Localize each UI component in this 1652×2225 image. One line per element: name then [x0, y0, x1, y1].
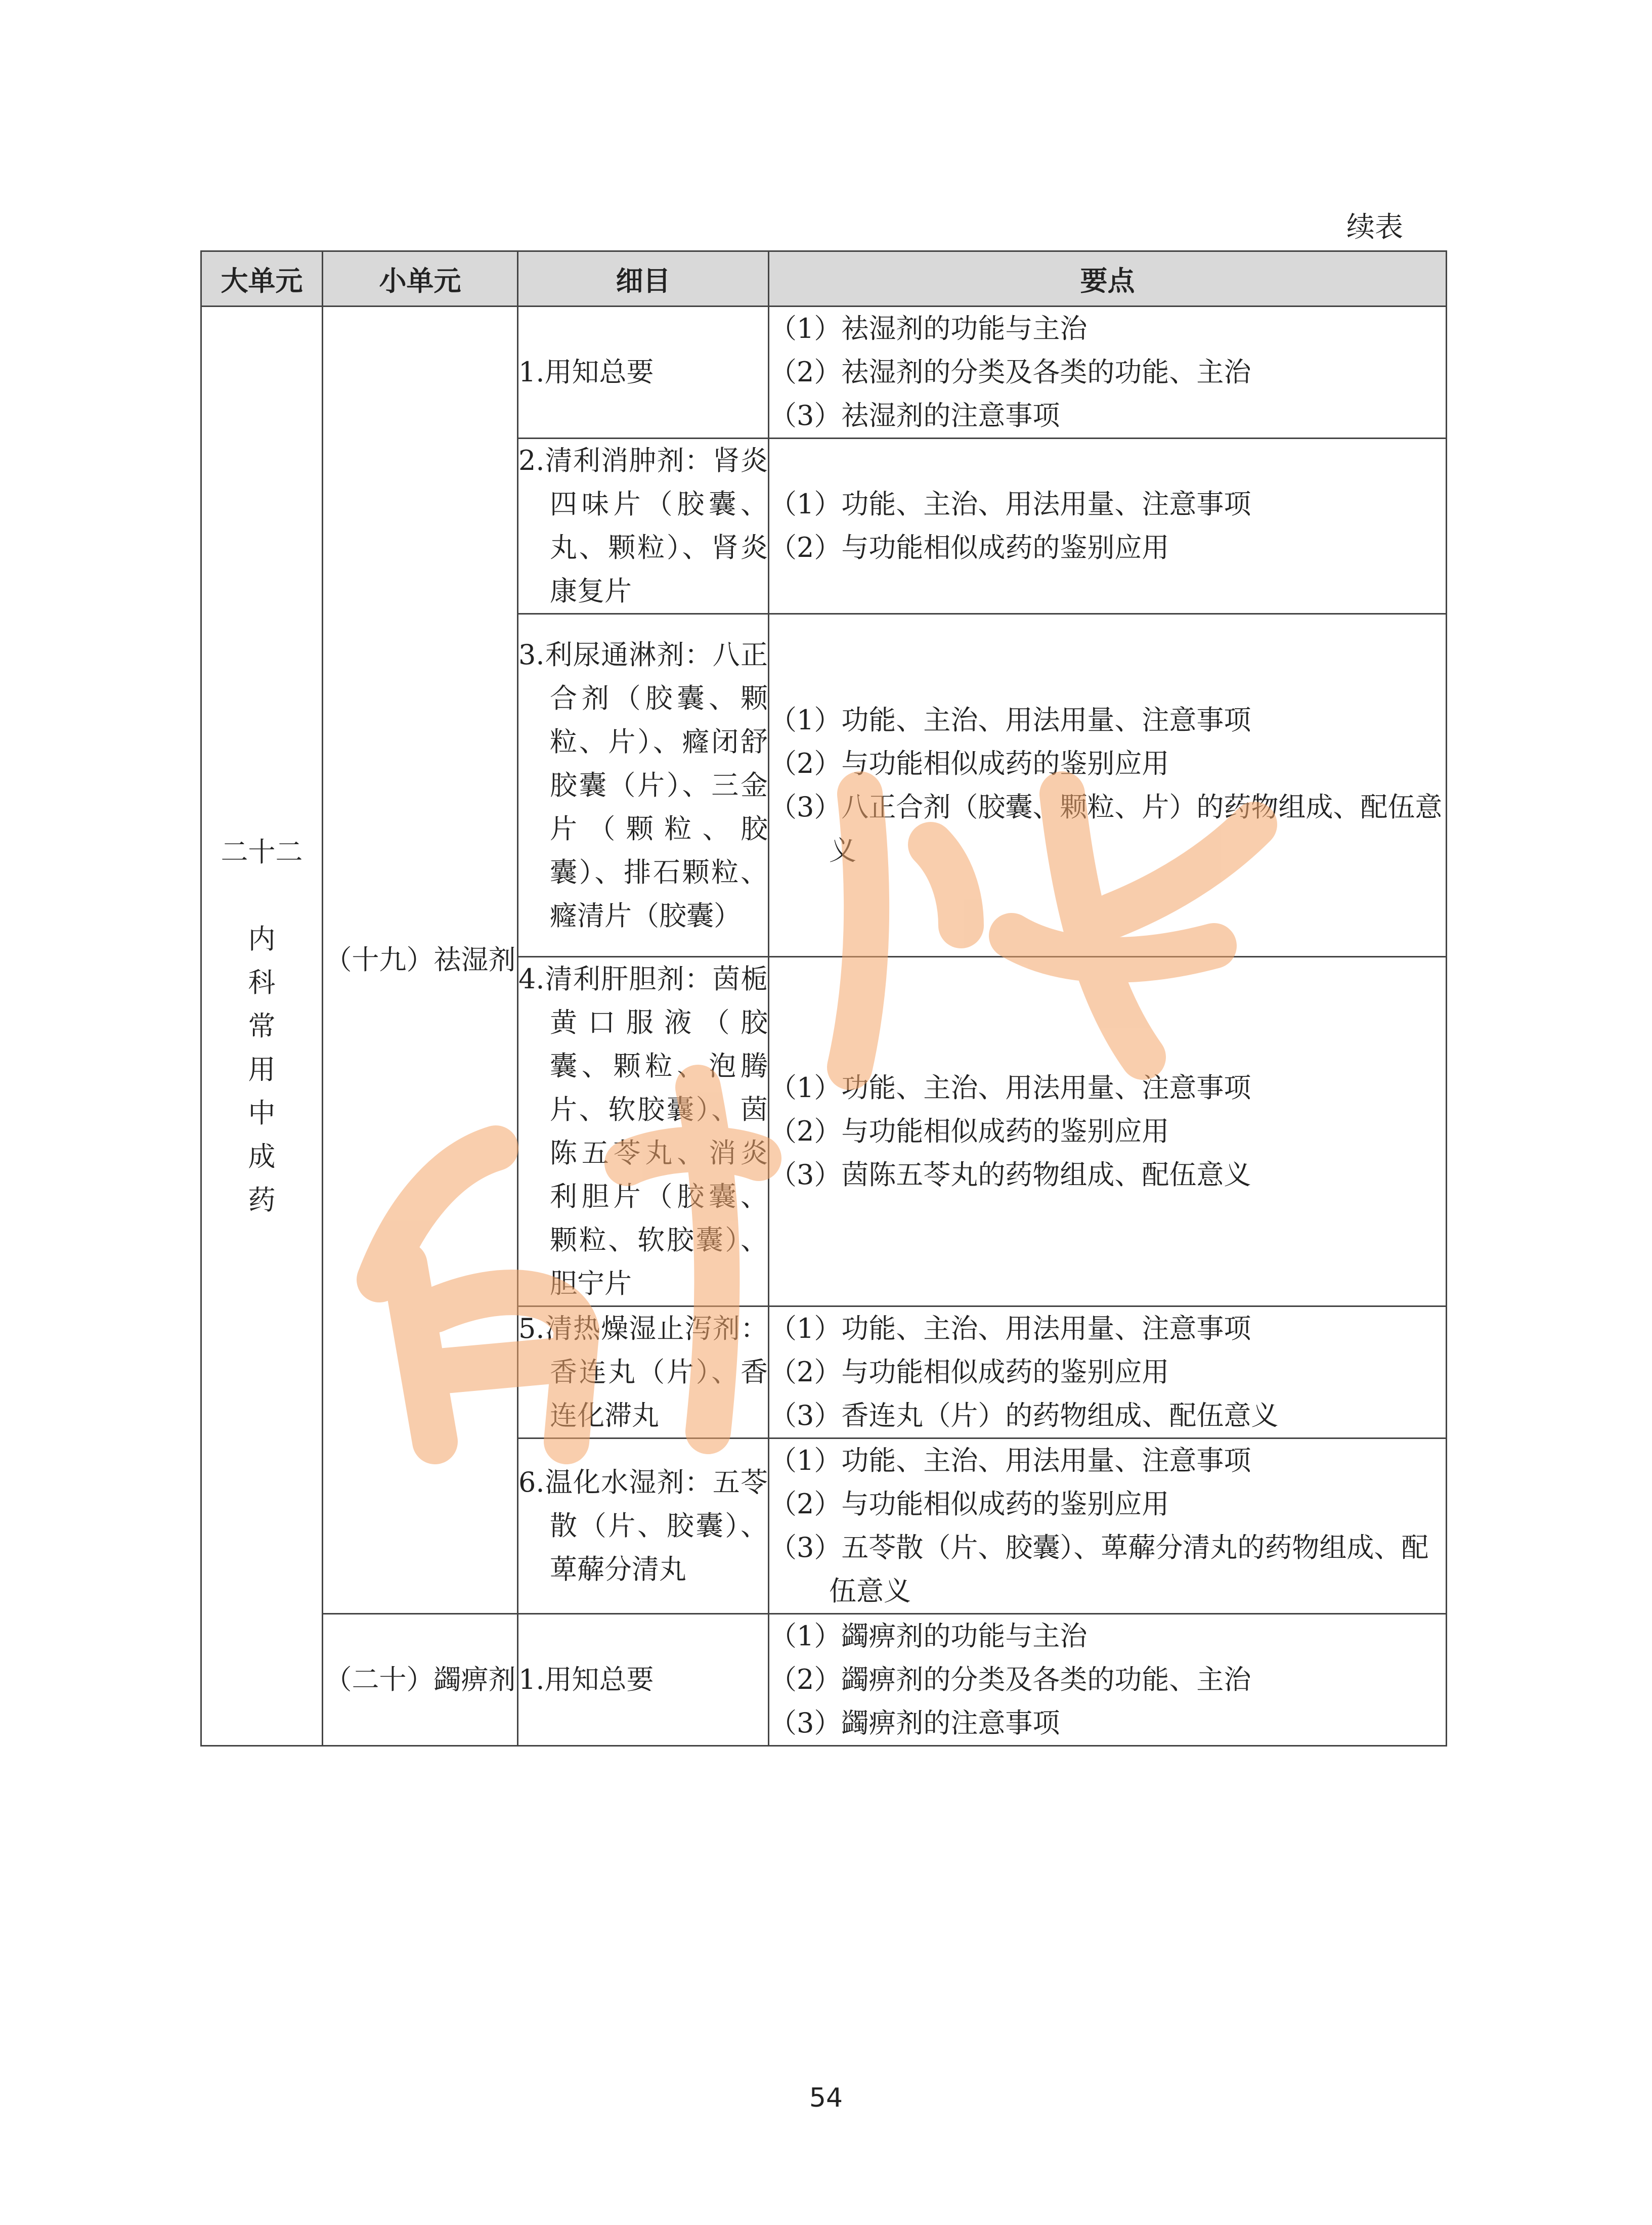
header-row: [201, 251, 1447, 307]
key-point: （2）蠲痹剂的分类及各类的功能、主治: [769, 1664, 1251, 1695]
detail-item-cell: 1.用知总要: [518, 1614, 769, 1746]
key-point: （2）与功能相似成药的鉴别应用: [769, 1356, 1169, 1388]
detail-item-cell: 3.利尿通淋剂：八正合剂（胶囊、颗粒、片）、癃闭舒胶囊（片）、三金片（颗粒、胶囊）、排石颗粒、癃清片（胶囊）: [518, 614, 769, 957]
continued-label: 续表: [1346, 211, 1403, 244]
key-point: （3）香连丸（片）的药物组成、配伍意义: [769, 1400, 1279, 1431]
key-points-cell: [769, 1438, 1447, 1614]
key-point: （1）蠲痹剂的功能与主治: [769, 1620, 1088, 1652]
page-number: 54: [809, 2083, 843, 2113]
header-key-points: 要点: [769, 251, 1447, 307]
table-row: [201, 1614, 1447, 1746]
key-points-cell: [769, 1306, 1447, 1438]
key-point: （2）祛湿剂的分类及各类的功能、主治: [769, 356, 1251, 388]
key-points-cell: [769, 957, 1447, 1306]
key-points-cell: [769, 1614, 1447, 1746]
minor-unit-cell: （十九）祛湿剂: [323, 307, 518, 1614]
table-row: [201, 307, 1447, 439]
key-point: （2）与功能相似成药的鉴别应用: [769, 532, 1169, 563]
key-point: （1）功能、主治、用法用量、注意事项: [769, 1072, 1251, 1104]
major-unit-number: 二十二: [221, 836, 303, 868]
syllabus-table: [200, 250, 1447, 1747]
key-point: （1）功能、主治、用法用量、注意事项: [769, 488, 1251, 520]
key-point: （1）祛湿剂的功能与主治: [769, 313, 1088, 344]
key-point: （3）蠲痹剂的注意事项: [769, 1707, 1060, 1739]
key-point: （3）八正合剂（胶囊、颗粒、片）的药物组成、配伍意义: [769, 791, 1443, 866]
key-point: （2）与功能相似成药的鉴别应用: [769, 1488, 1169, 1520]
key-point: （3）五苓散（片、胶囊）、萆薢分清丸的药物组成、配伍意义: [769, 1532, 1429, 1607]
key-point: （1）功能、主治、用法用量、注意事项: [769, 1313, 1251, 1344]
minor-unit-cell: （二十）蠲痹剂: [323, 1614, 518, 1746]
key-point: （2）与功能相似成药的鉴别应用: [769, 1115, 1169, 1147]
header-minor-unit: 小单元: [323, 251, 518, 307]
detail-item-cell: 1.用知总要: [518, 307, 769, 439]
detail-item-cell: 4.清利肝胆剂：茵栀黄口服液（胶囊、颗粒、泡腾片、软胶囊）、茵陈五苓丸、消炎利胆片（胶囊、颗粒、软胶囊）、胆宁片: [518, 957, 769, 1306]
key-point: （2）与功能相似成药的鉴别应用: [769, 747, 1169, 779]
key-point: （3）茵陈五苓丸的药物组成、配伍意义: [769, 1159, 1251, 1191]
key-points-cell: [769, 439, 1447, 614]
detail-item-cell: 6.温化水湿剂：五苓散（片、胶囊）、萆薢分清丸: [518, 1438, 769, 1614]
key-point: （1）功能、主治、用法用量、注意事项: [769, 704, 1251, 736]
header-detail-item: 细目: [518, 251, 769, 307]
key-point: （3）祛湿剂的注意事项: [769, 400, 1060, 431]
detail-item-cell: 5.清热燥湿止泻剂：香连丸（片）、香连化滞丸: [518, 1306, 769, 1438]
detail-item-cell: 2.清利消肿剂：肾炎四味片（胶囊、丸、颗粒）、肾炎康复片: [518, 439, 769, 614]
major-unit-cell: [201, 307, 323, 1746]
header-major-unit: 大单元: [201, 251, 323, 307]
major-unit-title: 内科常用中成药: [248, 923, 276, 1216]
key-point: （1）功能、主治、用法用量、注意事项: [769, 1445, 1251, 1476]
key-points-cell: [769, 307, 1447, 439]
key-points-cell: [769, 614, 1447, 957]
